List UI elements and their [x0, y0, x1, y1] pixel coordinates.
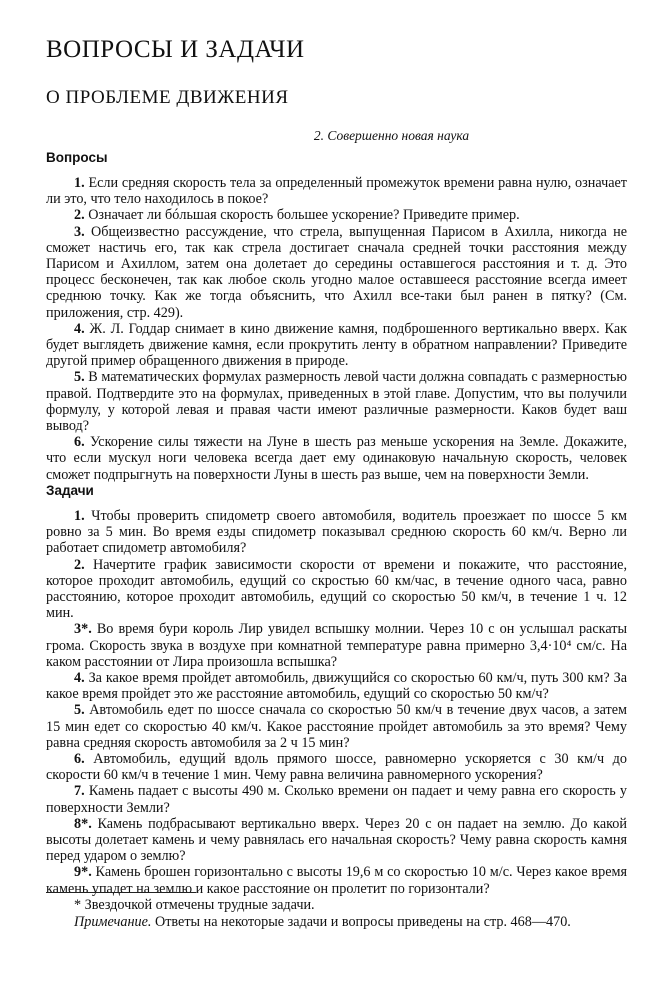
problem-item: 1. Чтобы проверить спидометр своего автомобиля, водитель проезжает по шоссе 5 км ровно за 5 мин. Во время езды спидометр показывал среднюю скорость 60 км/ч. Верно ли работает спидометр автомобиля?: [46, 508, 628, 557]
problem-item: 6. Автомобиль, едущий вдоль прямого шоссе, равномерно ускоряется с 30 км/ч до скорости 60 км/ч в течение 1 мин. Чему равна величина равномерного ускорения?: [46, 751, 627, 784]
note-label: Примечание.: [74, 914, 152, 930]
problem-item: 2. Начертите график зависимости скорости от времени и покажите, что расстояние, которое проходит автомобиль, едущий со скростью 60 км/час, в течение одного часа, равно расстоянию, которое проходит автомобиль, едущий со скоростью 50 км/ч, в течение 1 ч. 12 мин.: [46, 556, 628, 622]
question-item: 1. Если средняя скорость тела за определенный промежуток времени равна нулю, означает ли это, что тело находилось в покое?: [46, 175, 628, 208]
problem-item: 9*. Камень брошен горизонтально с высоты 19,6 м со скоростью 10 м/с. Через какое время камень упадет на землю и какое расстояние он пролетит по горизонтали?: [46, 864, 627, 897]
question-item: 5. В математических формулах размерность левой части должна совпадать с размерностью правой. Подтвердите это на формулах, приведенных в этой главе. Допустим, что вы получили формулу, у которой левая и правая части имеют различные размерности. Каков будет ваш вывод?: [46, 369, 628, 435]
chapter-title: 2. Совершенно новая наука: [313, 128, 470, 143]
footnote-rule: [46, 892, 196, 893]
footnote: * Звездочкой отмечены трудные задачи.: [74, 897, 315, 913]
questions-heading: Вопросы: [46, 150, 108, 165]
question-item: 6. Ускорение силы тяжести на Луне в шесть раз меньше ускорения на Земле. Докажите, что если мускул ноги человека всегда дает ему одинаковую начальную скорость, человек сможет подпрыгнуть на поверхности Луны в шесть раз выше, чем на поверхности Земли.: [46, 434, 628, 483]
note-text: Ответы на некоторые задачи и вопросы приведены на стр. 468—470.: [151, 914, 571, 930]
problems-heading: Задачи: [46, 483, 94, 498]
problem-item: 3*. Во время бури король Лир увидел вспышку молнии. Через 10 с он услышал раскаты грома. Скорость звука в воздухе при комнатной температуре равна примерно 3,4·10⁴ см/с. На каком расстоянии от Лира произошла вспышка?: [46, 621, 627, 670]
question-item: 2. Означает ли бóльшая скорость большее ускорение? Приведите пример.: [74, 207, 520, 224]
note: [46, 914, 627, 931]
problem-item: 8*. Камень подбрасывают вертикально вверх. Через 20 с он падает на землю. До какой высоты долетает камень и чему равнялась его начальная скорость? Чему равна скорость камня перед ударом о землю?: [46, 815, 627, 865]
question-item: 3. Общеизвестно рассуждение, что стрела, выпущенная Парисом в Ахилла, никогда не сможет настичь его, так как стрела достигает сначала средней точки расстояния между Парисом и Ахиллом, затем она долетает до середины оставшегося расстояния и т. д. Это процесс бесконечен, так как любое сколь угодно малое оставшееся расстояние всегда имеет среднюю точку. Как же тогда объяснить, что Ахилл все-таки был ранен в пятку? (См. приложения, стр. 429).: [46, 223, 627, 321]
page-title: ВОПРОСЫ И ЗАДАЧИ: [46, 36, 305, 63]
footnotes: [46, 897, 627, 931]
question-item: 4. Ж. Л. Годдар снимает в кино движение камня, подброшенного вертикально вверх. Как будет выглядеть движение камня, если прокрутить ленту в обратном направлении? Приведите другой пример обращенного движения в природе.: [46, 320, 628, 370]
problem-item: 5. Автомобиль едет по шоссе сначала со скоростью 50 км/ч в течение двух часов, а затем 15 мин едет со скоростью 40 км/ч. Какое расстояние пройдет автомобиль за это время? Чему равна средняя скорость автомобиля за 2 ч 15 мин?: [46, 702, 628, 751]
problems-list: [46, 508, 627, 897]
section-title: О ПРОБЛЕМЕ ДВИЖЕНИЯ: [46, 87, 289, 108]
questions-list: [46, 175, 627, 483]
problem-item: 4. За какое время пройдет автомобиль, движущийся со скоростью 60 км/ч, путь 300 км? За какое время пройдет это же расстояние автомобиль, едущий со скоростью 50 км/ч?: [46, 670, 627, 703]
problem-item: 7. Камень падает с высоты 490 м. Сколько времени он падает и чему равна его скорость у поверхности Земли?: [46, 783, 627, 816]
